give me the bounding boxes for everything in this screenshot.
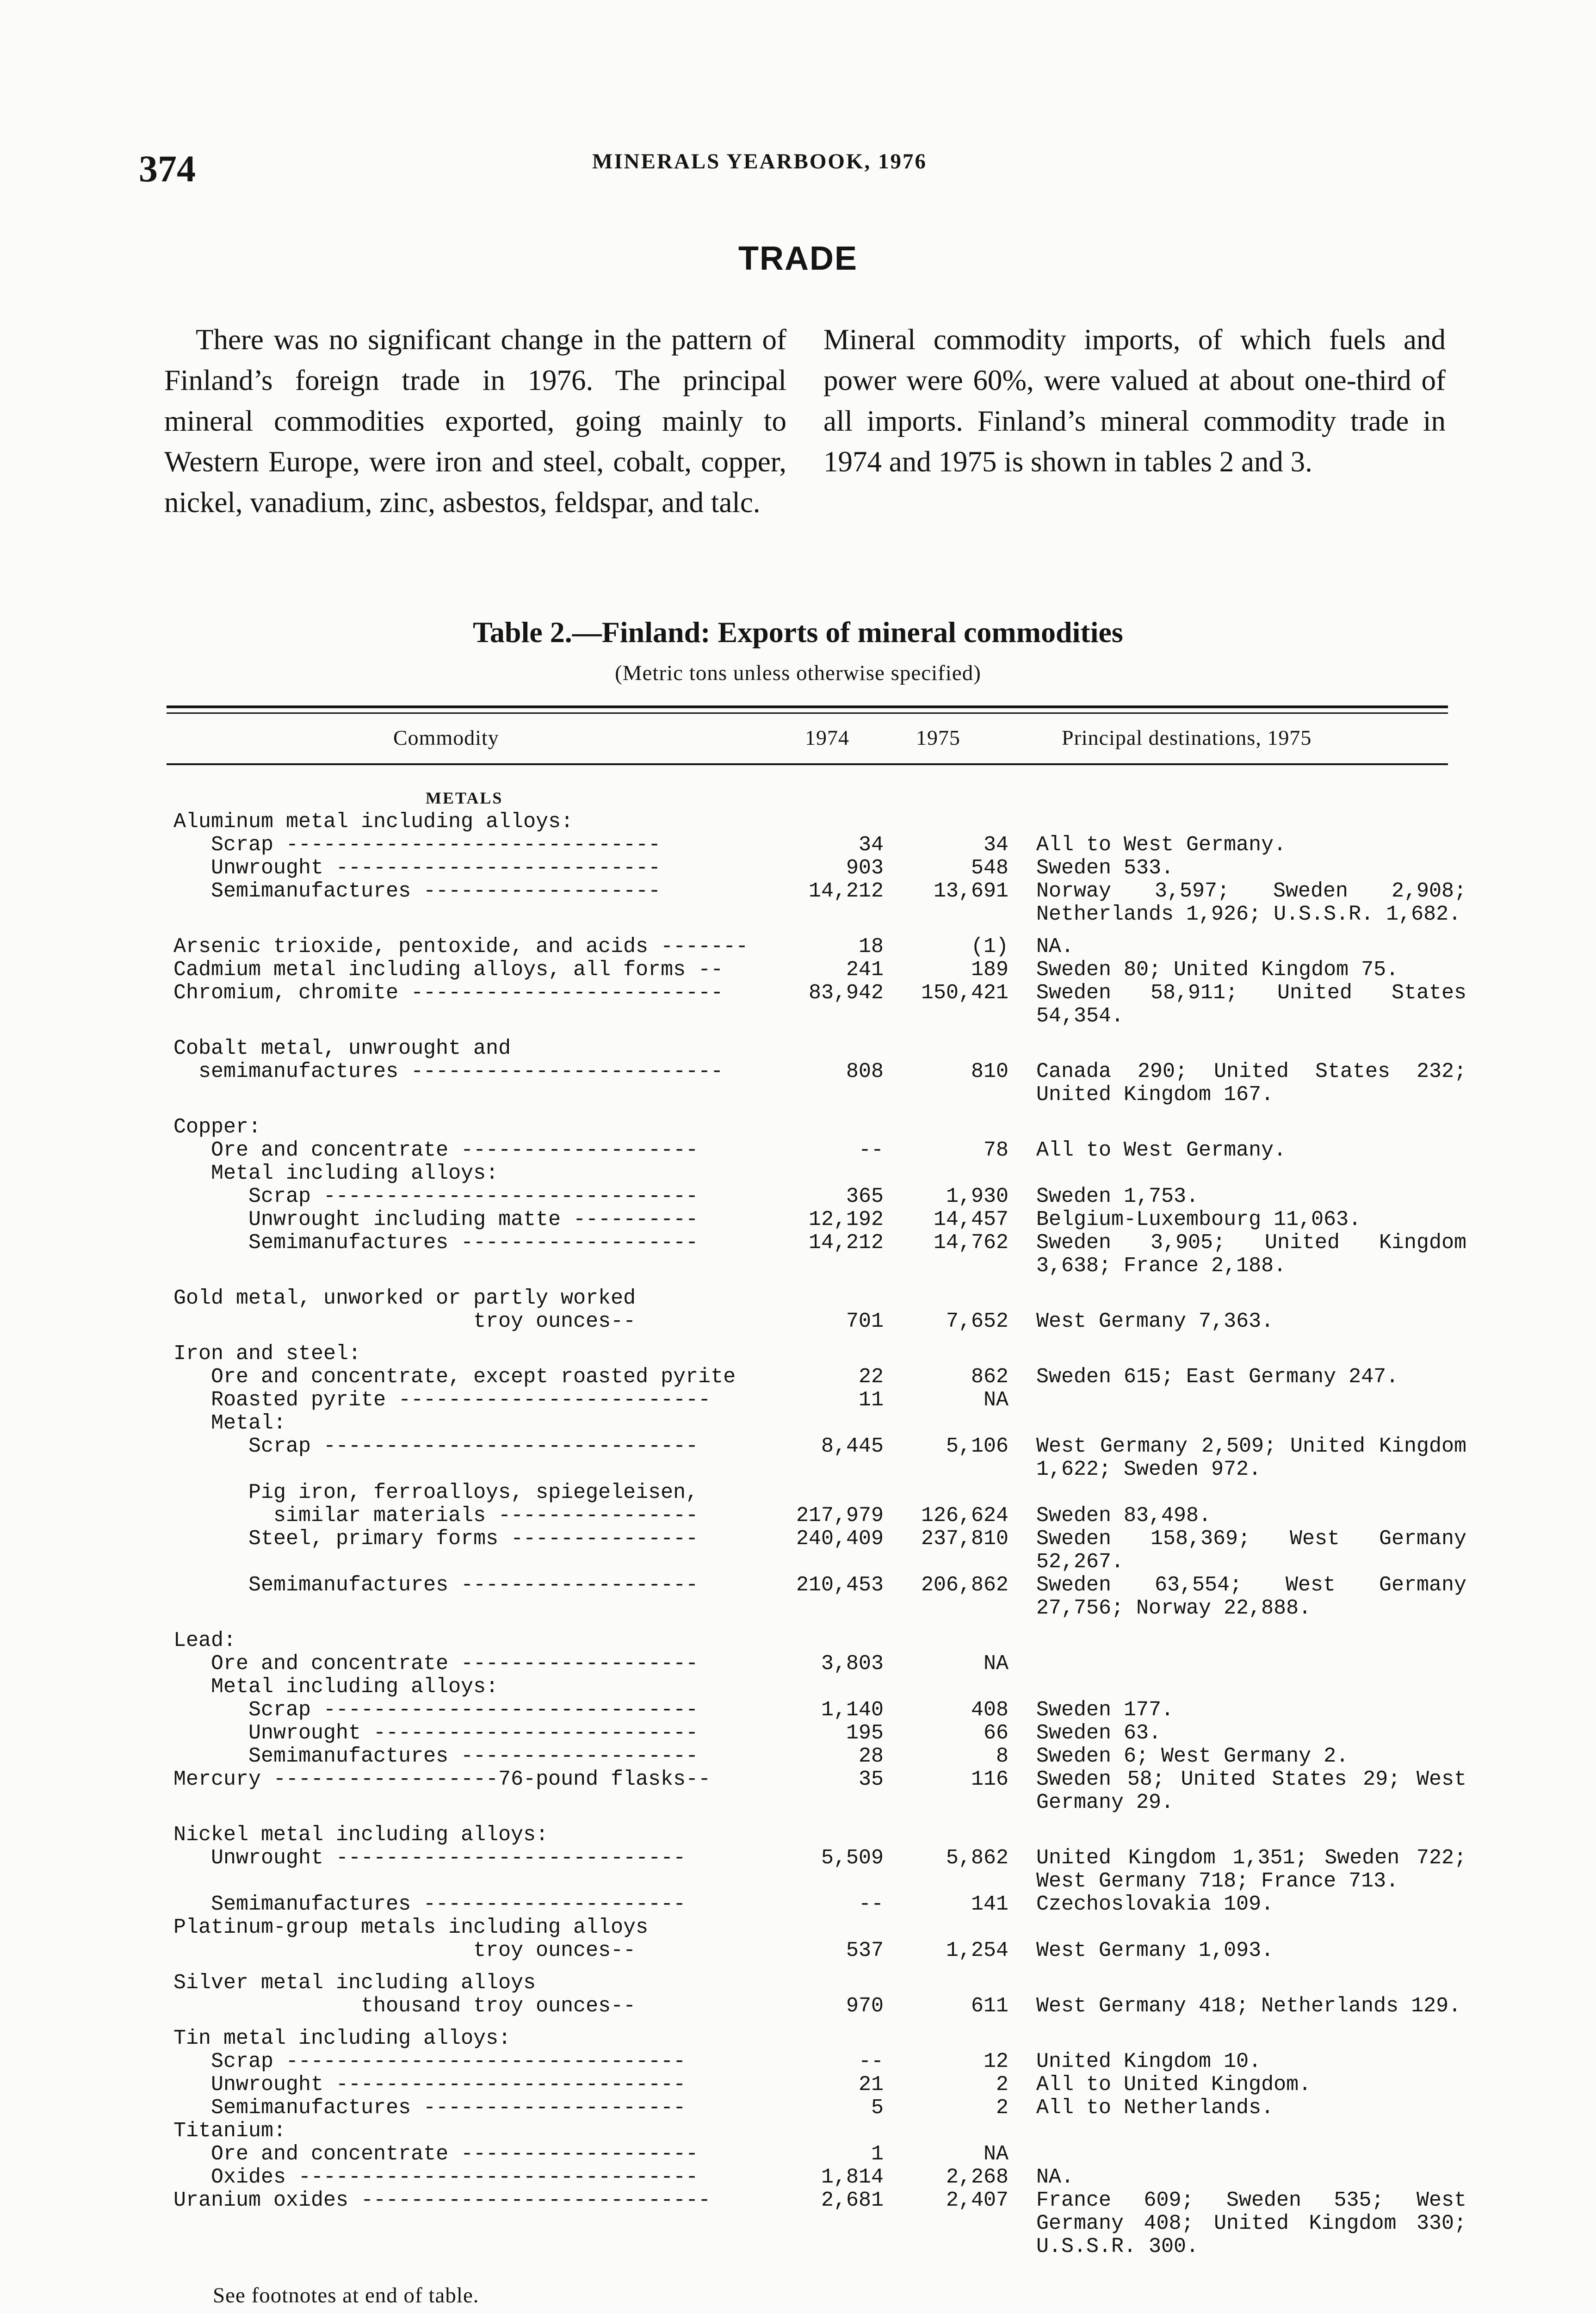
table-cell-destinations: All to Netherlands.	[1036, 2096, 1274, 2120]
table-cell-1975: 66	[983, 1721, 1008, 1745]
table-cell-1974: 701	[846, 1310, 884, 1333]
table-cell-destinations: All to West Germany.	[1036, 1138, 1287, 1162]
table-cell-commodity: Copper:	[173, 1115, 261, 1139]
table-cell-1974: 11	[858, 1388, 884, 1412]
table-cell-commodity: Cobalt metal, unwrought and	[173, 1037, 511, 1060]
table-cell-1975: 34	[983, 833, 1008, 857]
table-cell-commodity: Silver metal including alloys	[173, 1971, 536, 1995]
table-cell-1975: 408	[971, 1698, 1008, 1722]
table-cell-1974: 365	[846, 1185, 884, 1208]
table-cell-commodity: Iron and steel:	[173, 1342, 361, 1366]
table-cell-1975: NA	[983, 1388, 1008, 1412]
table-cell-commodity: Ore and concentrate -------------------	[173, 1138, 699, 1162]
table-cell-destinations: Sweden 80; United Kingdom 75.	[1036, 958, 1399, 982]
table-cell-commodity: Nickel metal including alloys:	[173, 1823, 549, 1847]
table-cell-1975: 206,862	[921, 1573, 1008, 1597]
table-cell-1974: 1,140	[821, 1698, 884, 1722]
table-cell-1974: 1	[871, 2142, 884, 2166]
table-cell-1974: 21	[858, 2073, 884, 2097]
table-cell-destinations: West Germany 2,509; United Kingdom 1,622; Sweden 972.	[1036, 1435, 1466, 1481]
intro-paragraph-right: Mineral commodity imports, of which fuels and power were 60%, were valued at about one-third of all imports. Finland’s mineral commodity trade in 1974 and 1975 is shown in tables 2 and 3.	[823, 323, 1446, 478]
table-section-heading: METALS	[426, 789, 503, 807]
table-footnote: See footnotes at end of table.	[213, 2283, 479, 2307]
table-cell-1974: 217,979	[796, 1504, 884, 1528]
table-cell-commodity: Chromium, chromite -------------------------	[173, 981, 724, 1005]
intro-paragraph-left: There was no significant change in the pattern of Finland’s foreign trade in 1976. The principal mineral commodities exported, going mainly to Western Europe, were iron and steel, cobalt, copper, nickel, vanadium, zinc, asbestos, feldspar, and talc.	[164, 323, 786, 519]
header-1974: 1974	[805, 726, 849, 749]
table-cell-1975: 5,106	[946, 1435, 1008, 1458]
table-cell-commodity: Semimanufactures -------------------	[173, 879, 661, 903]
table-cell-commodity: troy ounces--	[173, 1310, 636, 1333]
table-cell-destinations: Sweden 6; West Germany 2.	[1036, 1744, 1349, 1768]
table-cell-1975: 78	[983, 1138, 1008, 1162]
table-cell-commodity: Gold metal, unworked or partly worked	[173, 1286, 636, 1310]
table-cell-1974: 12,192	[808, 1208, 884, 1231]
table-cell-1975: 2	[996, 2096, 1008, 2120]
table-cell-1974: 241	[846, 958, 884, 982]
table-cell-1974: 34	[858, 833, 884, 857]
table-cell-1974: --	[858, 1892, 884, 1916]
table-cell-commodity: thousand troy ounces--	[173, 1994, 636, 2018]
table-cell-commodity: Roasted pyrite -------------------------	[173, 1388, 711, 1412]
table-cell-destinations: France 609; Sweden 535; West Germany 408; United Kingdom 330; U.S.S.R. 300.	[1036, 2189, 1466, 2258]
table-cell-1975: NA	[983, 2142, 1008, 2166]
table-cell-destinations: Belgium-Luxembourg 11,063.	[1036, 1208, 1361, 1231]
table-cell-commodity: troy ounces--	[173, 1939, 636, 1962]
table-cell-1974: 5	[871, 2096, 884, 2120]
header-destinations: Principal destinations, 1975	[1062, 726, 1312, 749]
table-cell-1974: --	[858, 2050, 884, 2073]
table-cell-commodity: Metal:	[173, 1411, 286, 1435]
table-cell-1974: 35	[858, 1768, 884, 1791]
table-cell-1974: 3,803	[821, 1652, 884, 1676]
table-cell-destinations: United Kingdom 1,351; Sweden 722; West Germany 718; France 713.	[1036, 1846, 1466, 1893]
table-cell-commodity: Oxides --------------------------------	[173, 2165, 699, 2189]
table-cell-destinations: All to West Germany.	[1036, 833, 1287, 857]
table-cell-commodity: Semimanufactures ---------------------	[173, 1892, 686, 1916]
section-title: TRADE	[738, 240, 858, 277]
table-cell-commodity: Arsenic trioxide, pentoxide, and acids -------	[173, 935, 749, 959]
table-cell-1974: 195	[846, 1721, 884, 1745]
table-cell-1975: 810	[971, 1060, 1008, 1083]
table-cell-commodity: Unwrought including matte ----------	[173, 1208, 699, 1231]
table-cell-destinations: Sweden 63,554; West Germany 27,756; Norway 22,888.	[1036, 1573, 1466, 1620]
table-cell-destinations: Sweden 63.	[1036, 1721, 1162, 1745]
table-cell-commodity: Tin metal including alloys:	[173, 2027, 511, 2050]
table-cell-destinations: Sweden 3,905; United Kingdom 3,638; France 2,188.	[1036, 1231, 1466, 1278]
table-cell-commodity: Scrap ------------------------------	[173, 1185, 699, 1208]
table-cell-1975: 1,930	[946, 1185, 1008, 1208]
table-cell-commodity: Unwrought ----------------------------	[173, 1846, 686, 1870]
table-cell-commodity: Metal including alloys:	[173, 1162, 499, 1185]
table-cell-1974: 210,453	[796, 1573, 884, 1597]
table-cell-destinations: NA.	[1036, 2165, 1074, 2189]
table-cell-1974: 240,409	[796, 1527, 884, 1551]
table-cell-1974: 28	[858, 1744, 884, 1768]
header-commodity: Commodity	[393, 726, 499, 749]
table-cell-1975: 5,862	[946, 1846, 1008, 1870]
running-header: MINERALS YEARBOOK, 1976	[592, 149, 928, 173]
table-cell-1974: 970	[846, 1994, 884, 2018]
table-cell-commodity: Scrap --------------------------------	[173, 2050, 686, 2073]
table-cell-commodity: Metal including alloys:	[173, 1675, 499, 1699]
table-cell-1974: 83,942	[808, 981, 884, 1005]
table-cell-1975: 14,457	[933, 1208, 1008, 1231]
table-cell-commodity: Platinum-group metals including alloys	[173, 1916, 649, 1939]
table-cell-destinations: Norway 3,597; Sweden 2,908; Netherlands 1,926; U.S.S.R. 1,682.	[1036, 879, 1466, 926]
table-cell-1974: --	[858, 1138, 884, 1162]
table-cell-commodity: Ore and concentrate, except roasted pyrite	[173, 1365, 736, 1389]
table-cell-1975: 141	[971, 1892, 1008, 1916]
table-cell-1974: 14,212	[808, 879, 884, 903]
table-cell-1974: 903	[846, 856, 884, 880]
table-cell-commodity: Scrap ------------------------------	[173, 1698, 699, 1722]
table-cell-1975: 2	[996, 2073, 1008, 2097]
table-cell-destinations: Sweden 58; United States 29; West Germany 29.	[1036, 1768, 1466, 1814]
table-cell-commodity: Unwrought --------------------------	[173, 856, 661, 880]
table-cell-1974: 22	[858, 1365, 884, 1389]
table-cell-commodity: Scrap ------------------------------	[173, 833, 661, 857]
table-cell-commodity: Aluminum metal including alloys:	[173, 810, 574, 834]
table-cell-destinations: United Kingdom 10.	[1036, 2050, 1262, 2073]
table-top-rule	[167, 705, 1448, 708]
table-cell-destinations: NA.	[1036, 935, 1074, 959]
table-cell-destinations: West Germany 418; Netherlands 129.	[1036, 1994, 1461, 2018]
table-cell-1975: 548	[971, 856, 1008, 880]
table-cell-1974: 14,212	[808, 1231, 884, 1255]
table-cell-commodity: similar materials ----------------	[173, 1504, 699, 1528]
table-cell-destinations: All to United Kingdom.	[1036, 2073, 1311, 2097]
table-cell-1975: 116	[971, 1768, 1008, 1791]
table-top-rule-thin	[167, 712, 1448, 714]
table-cell-destinations: Sweden 177.	[1036, 1698, 1174, 1722]
table-cell-commodity: Semimanufactures ---------------------	[173, 2096, 686, 2120]
table-cell-destinations: West Germany 7,363.	[1036, 1310, 1274, 1333]
table-cell-1975: (1)	[971, 935, 1008, 959]
table-cell-1974: 18	[858, 935, 884, 959]
table-cell-commodity: Titanium:	[173, 2119, 286, 2143]
table-cell-1975: 862	[971, 1365, 1008, 1389]
header-bottom-rule	[167, 763, 1448, 765]
table-cell-1975: 2,268	[946, 2165, 1008, 2189]
table-cell-1975: 2,407	[946, 2189, 1008, 2212]
table-cell-1975: 189	[971, 958, 1008, 982]
table-cell-1975: 14,762	[933, 1231, 1008, 1255]
table-cell-commodity: Mercury ------------------76-pound flasks--	[173, 1768, 711, 1791]
table-cell-commodity: semimanufactures -------------------------	[173, 1060, 724, 1083]
table-cell-destinations: Sweden 58,911; United States 54,354.	[1036, 981, 1466, 1028]
table-cell-commodity: Steel, primary forms ---------------	[173, 1527, 699, 1551]
table-cell-1975: NA	[983, 1652, 1008, 1676]
table-cell-commodity: Semimanufactures -------------------	[173, 1744, 699, 1768]
table-cell-commodity: Uranium oxides ----------------------------	[173, 2189, 711, 2212]
table-cell-1975: 237,810	[921, 1527, 1008, 1551]
table-subtitle: (Metric tons unless otherwise specified)	[615, 661, 981, 685]
table-cell-destinations: Sweden 533.	[1036, 856, 1174, 880]
table-cell-1975: 150,421	[921, 981, 1008, 1005]
table-cell-destinations: West Germany 1,093.	[1036, 1939, 1274, 1962]
table-cell-1975: 1,254	[946, 1939, 1008, 1962]
table-cell-1974: 2,681	[821, 2189, 884, 2212]
header-1975: 1975	[916, 726, 960, 749]
table-cell-commodity: Scrap ------------------------------	[173, 1435, 699, 1458]
table-cell-commodity: Semimanufactures -------------------	[173, 1231, 699, 1255]
table-cell-1975: 8	[996, 1744, 1008, 1768]
table-cell-1975: 13,691	[933, 879, 1008, 903]
table-cell-commodity: Lead:	[173, 1629, 236, 1652]
table-cell-1974: 808	[846, 1060, 884, 1083]
table-cell-1974: 1,814	[821, 2165, 884, 2189]
table-cell-commodity: Semimanufactures -------------------	[173, 1573, 699, 1597]
table-cell-destinations: Sweden 83,498.	[1036, 1504, 1212, 1528]
table-cell-1975: 7,652	[946, 1310, 1008, 1333]
table-title: Table 2.—Finland: Exports of mineral commodities	[473, 616, 1123, 649]
table-cell-destinations: Sweden 158,369; West Germany 52,267.	[1036, 1527, 1466, 1574]
table-cell-1975: 611	[971, 1994, 1008, 2018]
table-cell-1975: 12	[983, 2050, 1008, 2073]
table-cell-destinations: Czechoslovakia 109.	[1036, 1892, 1274, 1916]
table-cell-1974: 537	[846, 1939, 884, 1962]
table-cell-commodity: Unwrought --------------------------	[173, 1721, 699, 1745]
table-cell-destinations: Sweden 615; East Germany 247.	[1036, 1365, 1399, 1389]
table-cell-commodity: Ore and concentrate -------------------	[173, 1652, 699, 1676]
table-cell-1974: 5,509	[821, 1846, 884, 1870]
table-cell-commodity: Unwrought ----------------------------	[173, 2073, 686, 2097]
page-number: 374	[139, 148, 196, 190]
table-cell-1975: 126,624	[921, 1504, 1008, 1528]
table-cell-commodity: Cadmium metal including alloys, all forms --	[173, 958, 724, 982]
table-cell-destinations: Canada 290; United States 232; United Kingdom 167.	[1036, 1060, 1466, 1107]
table-cell-commodity: Ore and concentrate -------------------	[173, 2142, 699, 2166]
table-cell-commodity: Pig iron, ferroalloys, spiegeleisen,	[173, 1481, 699, 1504]
table-cell-1974: 8,445	[821, 1435, 884, 1458]
table-cell-destinations: Sweden 1,753.	[1036, 1185, 1199, 1208]
